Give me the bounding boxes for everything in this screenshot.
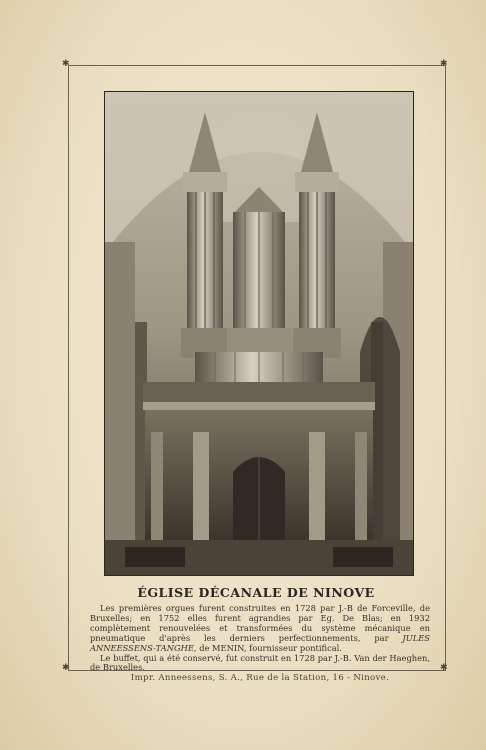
printer-imprint: Impr. Anneessens, S. A., Rue de la Station, 16 - Ninove.: [130, 673, 390, 683]
organ-builder-name: JULES ANNEESSENS-TANGHE: [90, 632, 430, 653]
organ-photograph: [104, 91, 414, 576]
corner-ornament-top-left: ✱: [62, 59, 70, 69]
corner-ornament-bottom-left: ✱: [62, 663, 70, 673]
paragraph-buffet: Le buffet, qui a été conservé, fut construit en 1728 par J.-B. Van der Haeghen, de Bruxelles.: [90, 652, 430, 673]
corner-ornament-top-right: ✱: [440, 59, 448, 69]
document-title: ÉGLISE DÉCANALE DE NINOVE: [137, 585, 375, 600]
description-text: [90, 604, 430, 673]
paragraph-history-part1: Les premières orgues furent construites en 1728 par J.-B de Forceville, de Bruxelles; en 1752 elles furent agrandies par Eg. De Blas; en 1932 complètement renouvelées et transformées du système mécanique en pneumatique d'après les derniers perfectionnements, par: [90, 603, 430, 643]
paragraph-history-part2: , de MENIN, fournisseur pontifical.: [193, 642, 342, 653]
paragraph-history: [90, 604, 430, 654]
corner-ornament-bottom-right: ✱: [440, 663, 448, 673]
